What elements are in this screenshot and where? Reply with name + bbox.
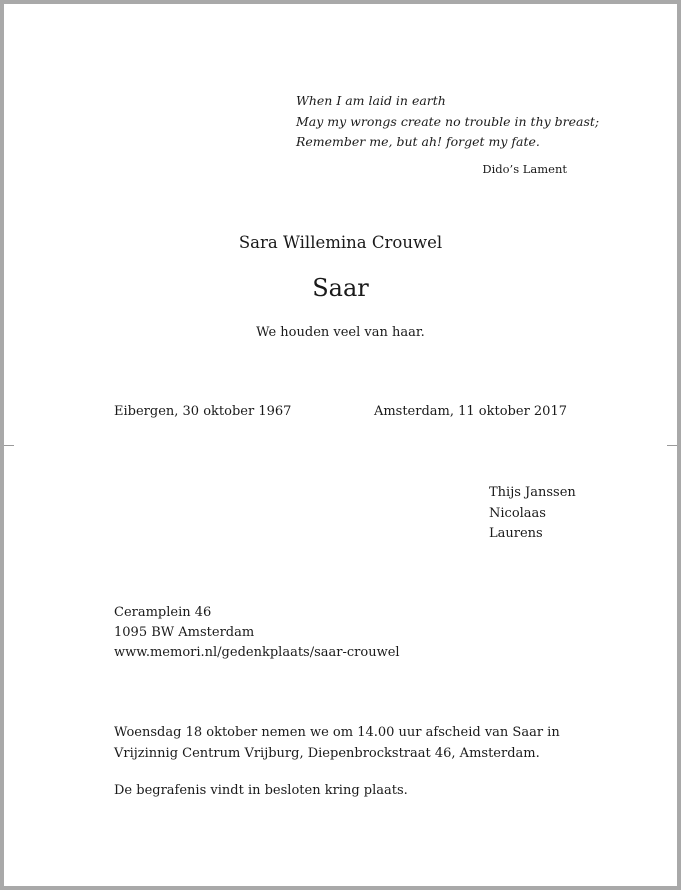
family-names [489,483,576,545]
poem-line: Remember me, but ah! forget my fate. [296,134,540,149]
mourning-card-page [4,4,677,886]
poem-line: When I am laid in earth [296,93,446,108]
tagline: We houden veel van haar. [256,325,425,340]
family-member: Nicolaas [489,505,546,521]
correspondence-address [114,603,400,663]
death-place-date: Amsterdam, 11 oktober 2017 [373,404,567,419]
family-member: Laurens [489,526,543,541]
deceased-full-name: Sara Willemina Crouwel [238,233,443,252]
memorial-website: www.memori.nl/gedenkplaats/saar-crouwel [114,645,400,660]
family-member: Thijs Janssen [489,485,576,500]
address-city: 1095 BW Amsterdam [114,625,255,640]
address-street: Ceramplein 46 [114,605,212,620]
fold-mark-right [667,445,677,446]
burial-text: De begrafenis vindt in besloten kring plaats. [114,783,408,798]
poem-quote [296,91,600,153]
poem-source: Dido’s Lament [482,162,567,176]
deceased-nickname: Saar [312,274,369,302]
poem-line: May my wrongs create no trouble in thy breast; [296,113,600,129]
birth-place-date: Eibergen, 30 oktober 1967 [114,404,292,419]
fold-mark-left [4,445,14,446]
farewell-ceremony-text: Woensdag 18 oktober nemen we om 14.00 uur afscheid van Saar in Vrijzinnig Centrum Vrijburg, Diepenbrockstraat 46, Amsterdam. [114,725,560,761]
